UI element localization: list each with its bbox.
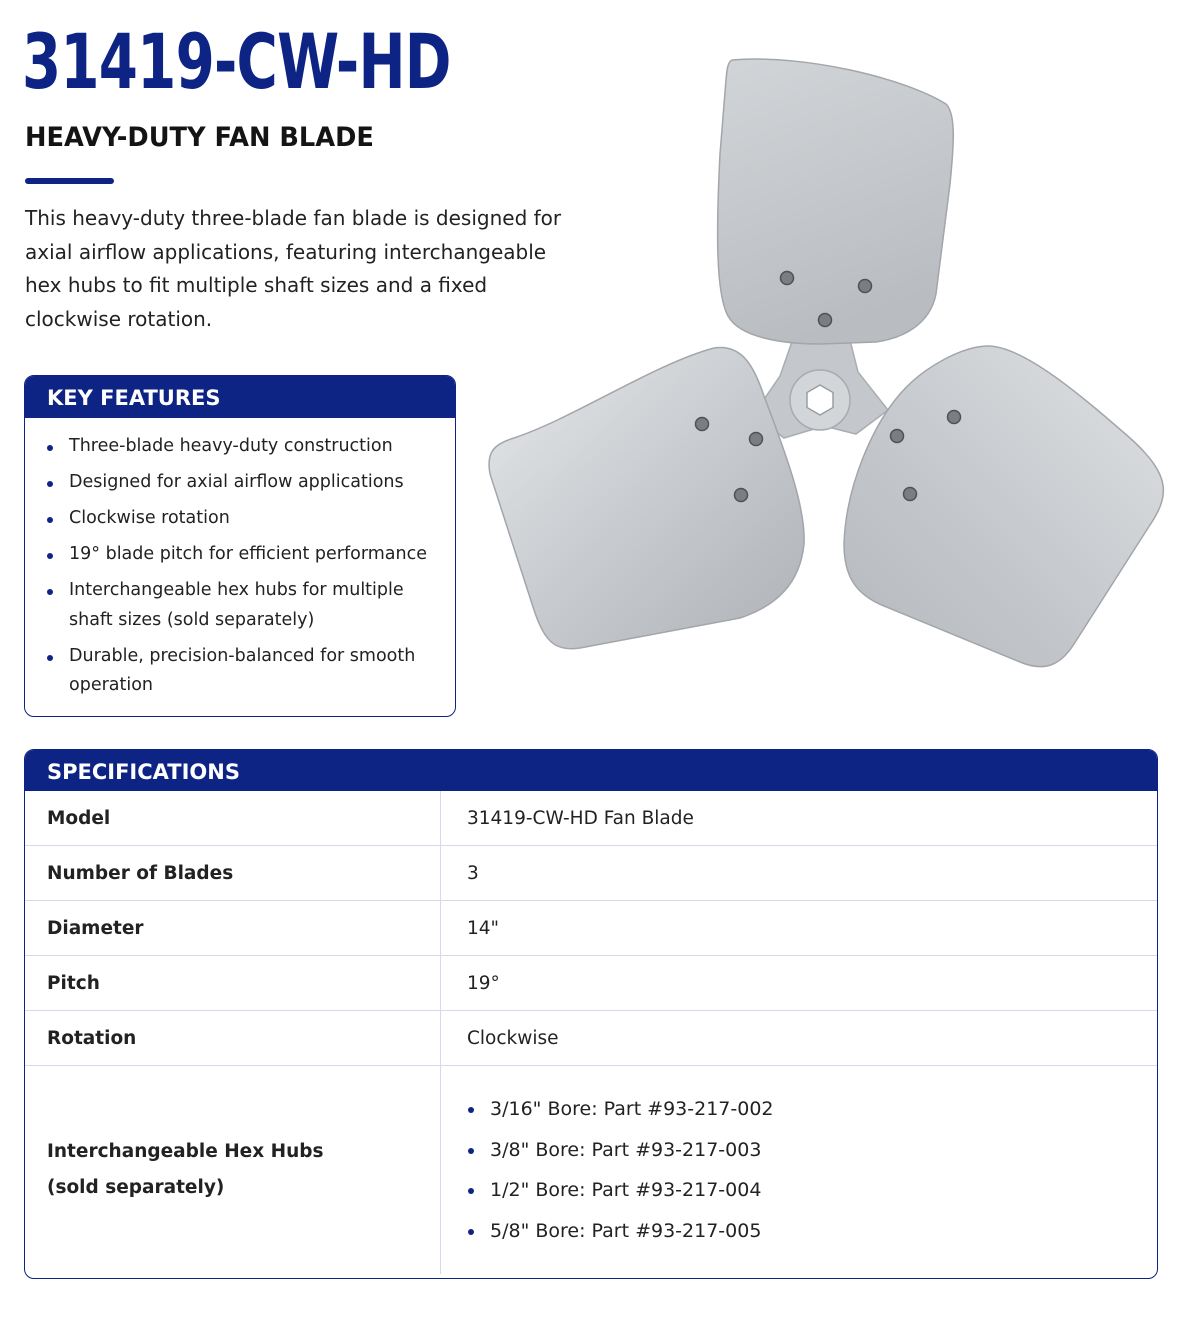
table-row <box>25 1066 1157 1275</box>
fan-blade-left <box>489 348 804 649</box>
product-subtitle: HEAVY-DUTY FAN BLADE <box>25 122 374 153</box>
title-accent-rule <box>25 178 114 184</box>
hub-part-list <box>467 1089 1157 1251</box>
spec-label: Number of Blades <box>25 846 441 901</box>
specifications-table <box>25 791 1157 1274</box>
spec-value: 31419-CW-HD Fan Blade <box>441 791 1158 846</box>
spec-label: Pitch <box>25 956 441 1011</box>
key-features-list <box>25 418 455 701</box>
list-item: 5/8" Bore: Part #93-217-005 <box>467 1211 1157 1252</box>
specifications-card <box>24 749 1158 1279</box>
feature-item: Three-blade heavy-duty construction <box>47 432 445 462</box>
spec-value: 3 <box>441 846 1158 901</box>
table-row <box>25 956 1157 1011</box>
fan-blade-top <box>718 59 954 344</box>
table-row <box>25 846 1157 901</box>
fan-blade-right <box>844 346 1163 667</box>
table-row <box>25 1011 1157 1066</box>
list-item: 3/16" Bore: Part #93-217-002 <box>467 1089 1157 1130</box>
spec-label <box>25 1066 441 1275</box>
fan-blade-image <box>484 54 1168 674</box>
product-description: This heavy-duty three-blade fan blade is designed for axial airflow applications, featuring interchangeable hex hubs to fit multiple shaft sizes and a fixed clockwise rotation. <box>25 206 562 331</box>
spec-value: 19° <box>441 956 1158 1011</box>
spec-value: Clockwise <box>441 1011 1158 1066</box>
key-features-card <box>24 375 456 717</box>
feature-item: 19° blade pitch for efficient performance <box>47 540 445 570</box>
list-item: 3/8" Bore: Part #93-217-003 <box>467 1130 1157 1171</box>
table-row <box>25 901 1157 956</box>
specifications-title: SPECIFICATIONS <box>25 750 1157 791</box>
spec-value <box>441 1066 1158 1275</box>
hubs-label-line1: Interchangeable Hex Hubs <box>47 1141 324 1162</box>
model-title: 31419-CW-HD <box>22 17 451 106</box>
list-item: 1/2" Bore: Part #93-217-004 <box>467 1170 1157 1211</box>
spec-label: Model <box>25 791 441 846</box>
feature-item: Interchangeable hex hubs for multiple shaft sizes (sold separately) <box>47 576 445 635</box>
feature-item: Durable, precision-balanced for smooth operation <box>47 642 445 701</box>
key-features-title: KEY FEATURES <box>25 376 455 418</box>
spec-label: Rotation <box>25 1011 441 1066</box>
feature-item: Designed for axial airflow applications <box>47 468 445 498</box>
spec-value: 14" <box>441 901 1158 956</box>
spec-label: Diameter <box>25 901 441 956</box>
hubs-label-line2: (sold separately) <box>47 1177 225 1198</box>
feature-item: Clockwise rotation <box>47 504 445 534</box>
table-row <box>25 791 1157 846</box>
